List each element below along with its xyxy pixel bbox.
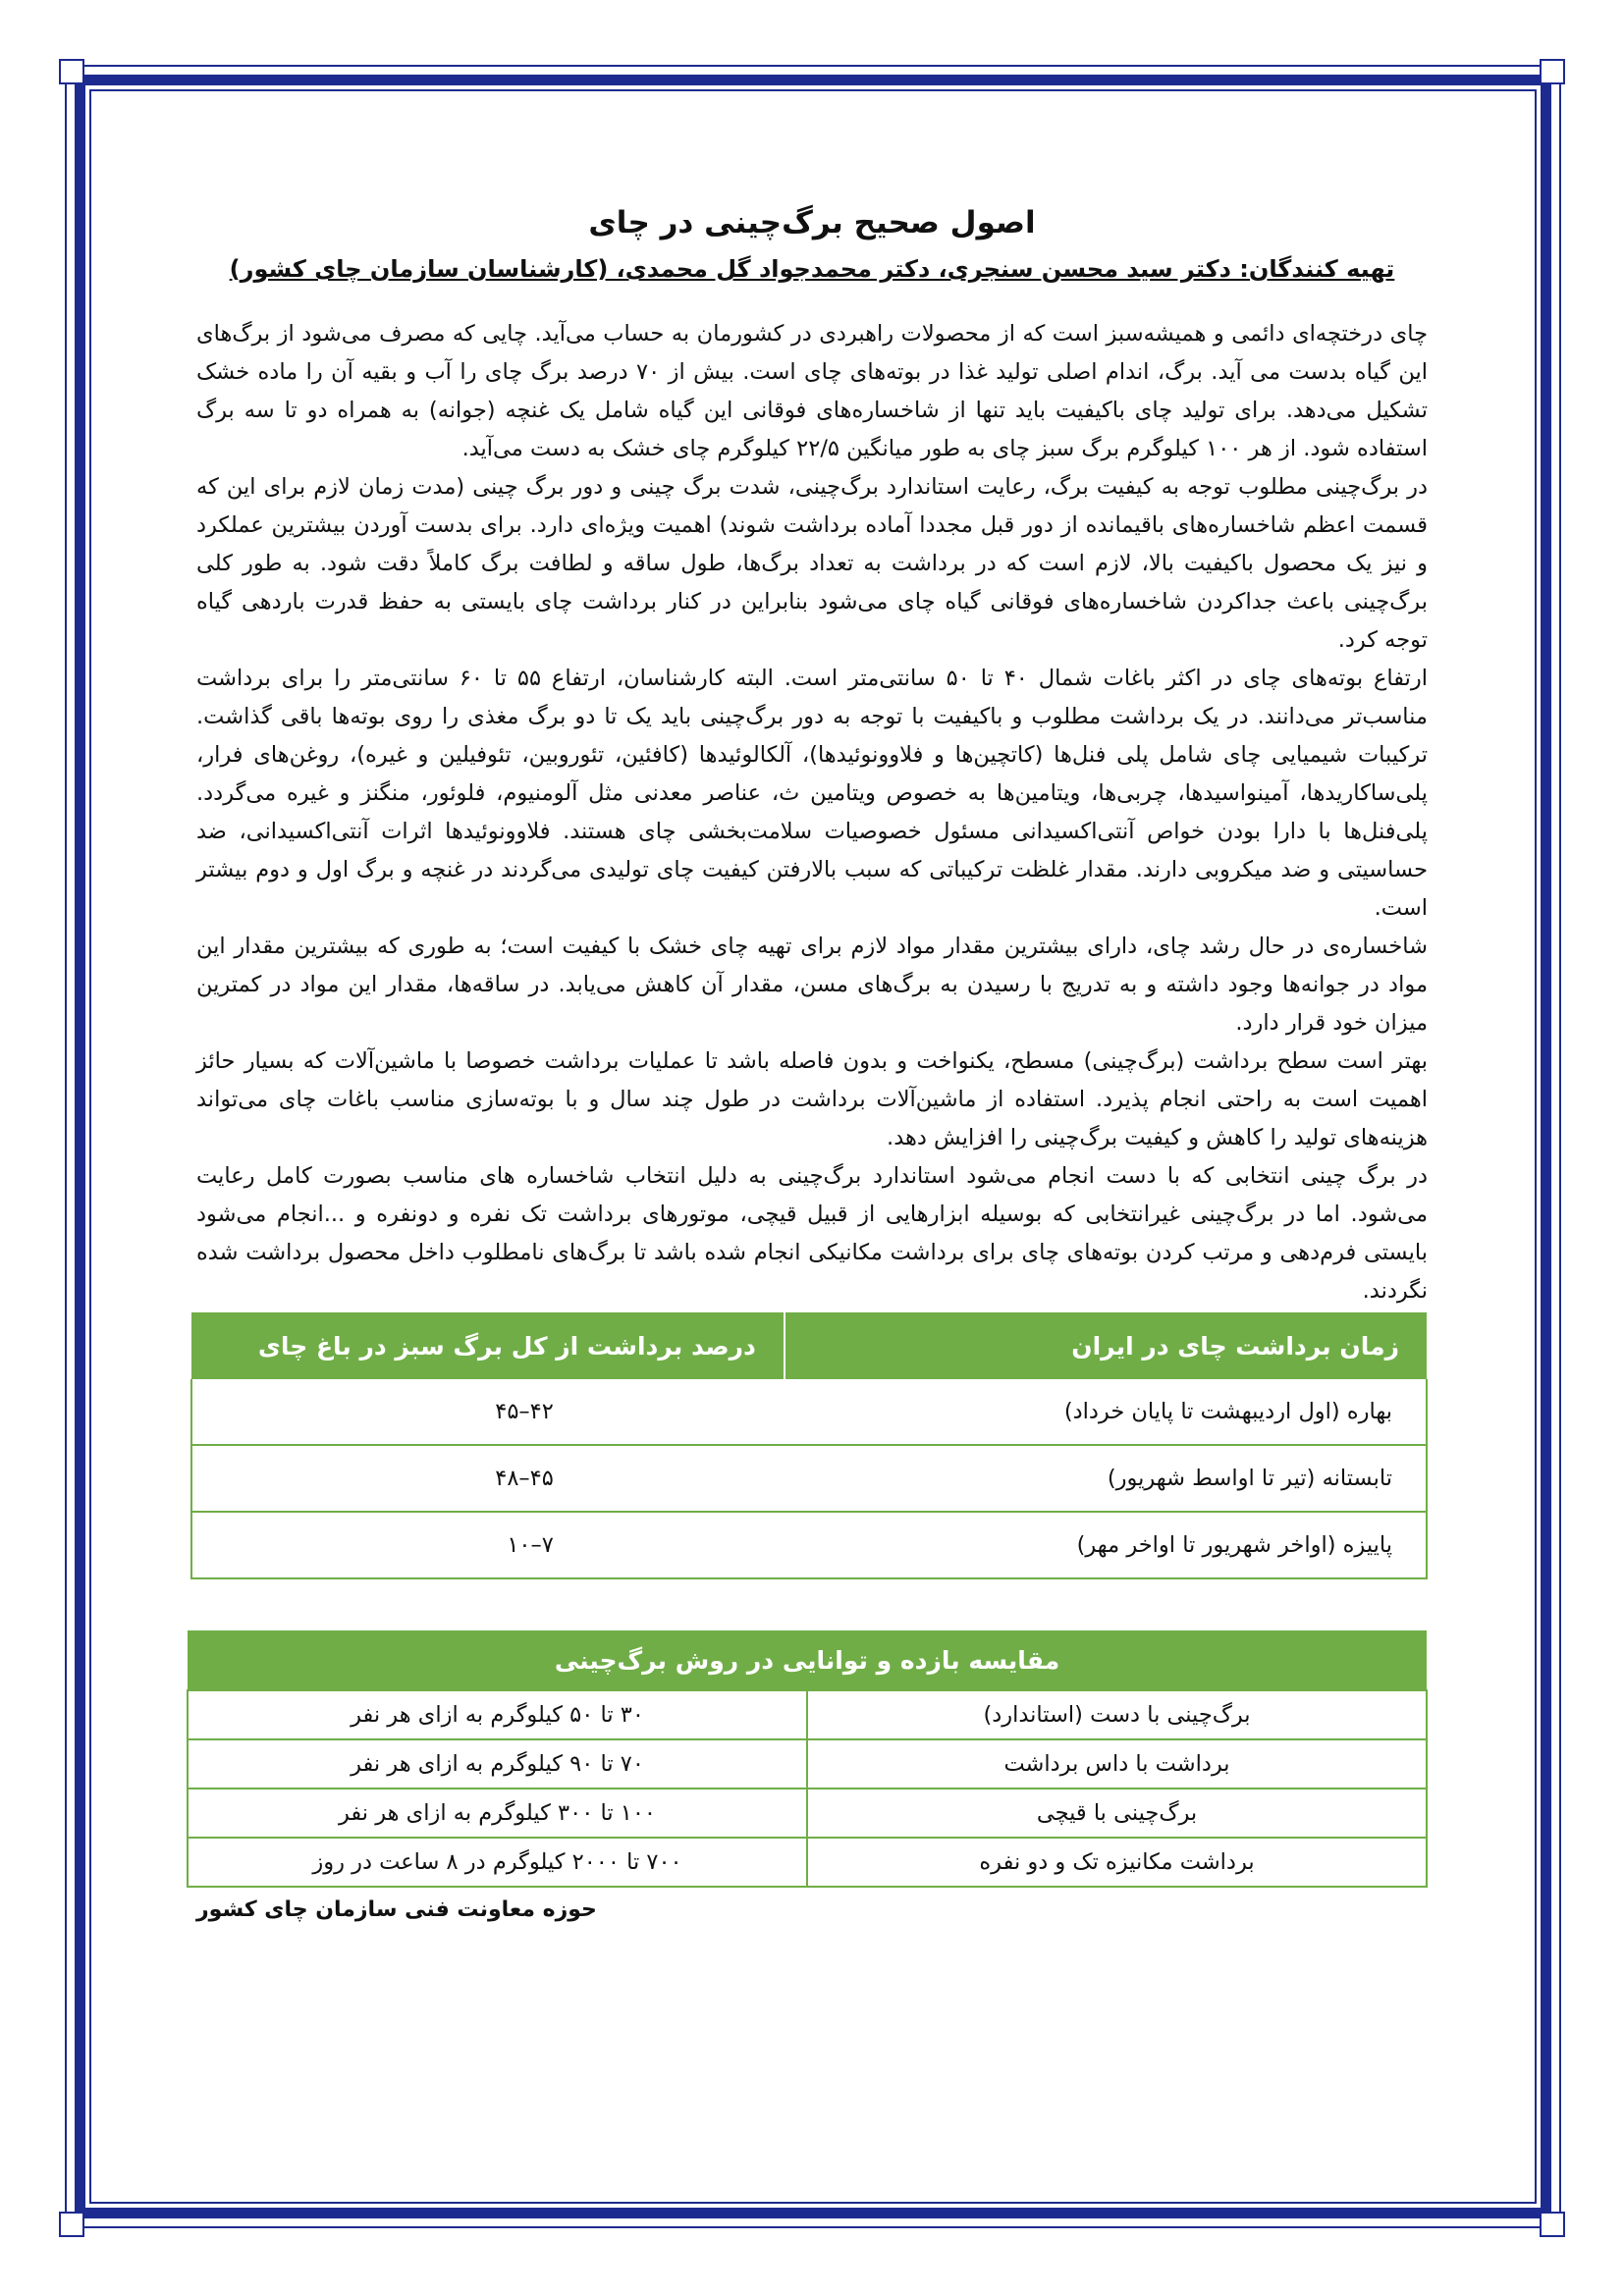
harvest-season-table — [190, 1312, 1428, 1579]
table-header-row — [191, 1312, 1427, 1379]
table-cell: برداشت با داس برداشت — [807, 1739, 1427, 1789]
paragraph: بهتر است سطح برداشت (برگ‌چینی) مسطح، یکنواخت و بدون فاصله باشد تا عملیات برداشت خصوصا با ماشین‌آلات که بسیار حائز اهمیت است به راحتی انجام پذیرد. استفاده از ماشین‌آلات برداشت در طول چند سال و با بوته‌سازی مناسب باغات چای می‌تواند هزینه‌های تولید را کاهش و کیفیت برگ‌چینی را افزایش دهد. — [196, 1048, 1428, 1150]
table-row — [188, 1789, 1427, 1838]
table-row — [191, 1445, 1427, 1512]
table-row — [191, 1379, 1427, 1445]
table-cell: ۱۰۰ تا ۳۰۰ کیلوگرم به ازای هر نفر — [188, 1789, 807, 1838]
paragraph: در برگ‌چینی مطلوب توجه به کیفیت برگ، رعایت استاندارد برگ‌چینی، شدت برگ چینی و دور برگ چینی (مدت زمان لازم برای این که قسمت اعظم شاخساره‌های باقیمانده از دور قبل مجددا آماده برداشت شوند) اهمیت ویژه‌ای دارد. برای بدست آوردن بیشترین عملکرد و نیز یک محصول باکیفیت بالا، لازم است که در برداشت به تعداد برگ‌ها، طول ساقه و لطافت برگ کاملاً دقت شود. به طور کلی برگ‌چینی باعث جداکردن شاخساره‌های فوقانی گیاه چای می‌شود بنابراین در کنار برداشت چای بایستی به حفظ قدرت باردهی گیاه توجه کرد. — [196, 474, 1428, 653]
table-cell: تابستانه (تیر تا اواسط شهریور) — [785, 1445, 1427, 1512]
table-cell: ۴۲–۴۵ — [191, 1379, 785, 1445]
document-authors: تهیه کنندگان: دکتر سید محسن سنجری، دکتر محمدجواد گل محمدی، (کارشناسان سازمان چای کشور) — [229, 255, 1395, 283]
table-cell: پاییزه (اواخر شهریور تا اواخر مهر) — [785, 1512, 1427, 1578]
table-cell: ۴۵–۴۸ — [191, 1445, 785, 1512]
table-row — [191, 1512, 1427, 1578]
table-header-cell: زمان برداشت چای در ایران — [785, 1312, 1427, 1379]
table-row — [188, 1838, 1427, 1887]
border-corner-bottom-left — [59, 2212, 84, 2237]
table-cell: ۷۰۰ تا ۲۰۰۰ کیلوگرم در ۸ ساعت در روز — [188, 1838, 807, 1887]
document-footer: حوزه معاونت فنی سازمان چای کشور — [196, 1897, 597, 1922]
table-cell: ۷۰ تا ۹۰ کیلوگرم به ازای هر نفر — [188, 1739, 807, 1789]
border-corner-bottom-right — [1540, 2212, 1565, 2237]
table-cell: ۳۰ تا ۵۰ کیلوگرم به ازای هر نفر — [188, 1690, 807, 1739]
table-row — [188, 1690, 1427, 1739]
document-body — [196, 201, 1428, 1922]
table-row — [188, 1739, 1427, 1789]
paragraph: در برگ چینی انتخابی که با دست انجام می‌شود استاندارد برگ‌چینی به دلیل انتخاب شاخساره های مناسب بصورت کامل رعایت می‌شود. اما در برگ‌چینی غیرانتخابی که بوسیله ابزارهایی از قبیل قیچی، موتورهای برداشت تک نفره و دونفره و ...انجام می‌شود بایستی فرم‌دهی و مرتب کردن بوته‌های چای برای برداشت مکانیکی انجام شده باشد تا برگ‌های نامطلوب داخل محصول برداشت شده نگردند. — [196, 1163, 1428, 1304]
table-cell: ۷–۱۰ — [191, 1512, 785, 1578]
paragraph: شاخساره‌ی در حال رشد چای، دارای بیشترین مقدار مواد لازم برای تهیه چای خشک با کیفیت است؛ به طوری که بیشترین مقدار این مواد در جوانه‌ها وجود داشته و به تدریج با رسیدن به برگ‌های مسن، مقدار آن کاهش می‌یابد. در ساقه‌ها، مقدار این مواد در کمترین میزان خود قرار دارد. — [196, 934, 1428, 1036]
document-title: اصول صحیح برگ‌چینی در چای — [588, 205, 1036, 240]
table-cell: برگ‌چینی با قیچی — [807, 1789, 1427, 1838]
border-corner-top-right — [1540, 59, 1565, 84]
paragraph: چای درختچه‌ای دائمی و همیشه‌سبز است که از محصولات راهبردی در کشورمان به حساب می‌آید. چایی که مصرف می‌شود از برگ‌های این گیاه بدست می آید. برگ، اندام اصلی تولید غذا در بوته‌های چای است. بیش از ۷۰ درصد برگ چای را آب و بقیه آن را ماده خشک تشکیل می‌دهد. برای تولید چای باکیفیت باید تنها از شاخساره‌های فوقانی این گیاه شامل یک غنچه (جوانه) به همراه دو تا سه برگ استفاده شود. از هر ۱۰۰ کیلوگرم برگ سبز چای به طور میانگین ۲۲/۵ کیلوگرم چای خشک به دست می‌آید. — [196, 321, 1428, 461]
table-cell: برگ‌چینی با دست (استاندارد) — [807, 1690, 1427, 1739]
border-corner-top-left — [59, 59, 84, 84]
table-cell: برداشت مکانیزه تک و دو نفره — [807, 1838, 1427, 1887]
paragraph: ارتفاع بوته‌های چای در اکثر باغات شمال ۴۰ تا ۵۰ سانتی‌متر است. البته کارشناسان، ارتفاع ۵۵ تا ۶۰ سانتی‌متر را برای برداشت مناسب‌تر می‌دانند. در یک برداشت مطلوب و باکیفیت با توجه به دور برگ‌چینی باید یک تا دو برگ مغذی را روی بوته‌ها باقی گذاشت. ترکیبات شیمیایی چای شامل پلی فنل‌ها (کاتچین‌ها و فلاوونوئیدها)، آلکالوئیدها (کافئین، تئوروبین، تئوفیلین و غیره)، روغن‌های فرار، پلی‌ساکاریدها، آمینواسیدها، چربی‌ها، ویتامین‌ها به خصوص ویتامین ث، عناصر معدنی مثل آلومنیوم، فلوئور، منگنز و غیره می‌گردد. پلی‌فنل‌ها با دارا بودن خواص آنتی‌اکسیدانی مسئول خصوصیات سلامت‌بخشی چای هستند. فلاوونوئیدها اثرات آنتی‌اکسیدانی، ضد حساسیتی و ضد میکروبی دارند. مقدار غلظت ترکیباتی که سبب بالارفتن کیفیت چای تولیدی می‌گردند در غنچه و برگ اول و دوم بیشتر است. — [196, 666, 1428, 921]
method-comparison-table — [187, 1630, 1428, 1888]
table-header-cell: درصد برداشت از کل برگ سبز در باغ چای — [191, 1312, 785, 1379]
table-header-row — [188, 1630, 1427, 1690]
table-title: مقایسه بازده و توانایی در روش برگ‌چینی — [188, 1630, 1427, 1690]
table-cell: بهاره (اول اردیبهشت تا پایان خرداد) — [785, 1379, 1427, 1445]
